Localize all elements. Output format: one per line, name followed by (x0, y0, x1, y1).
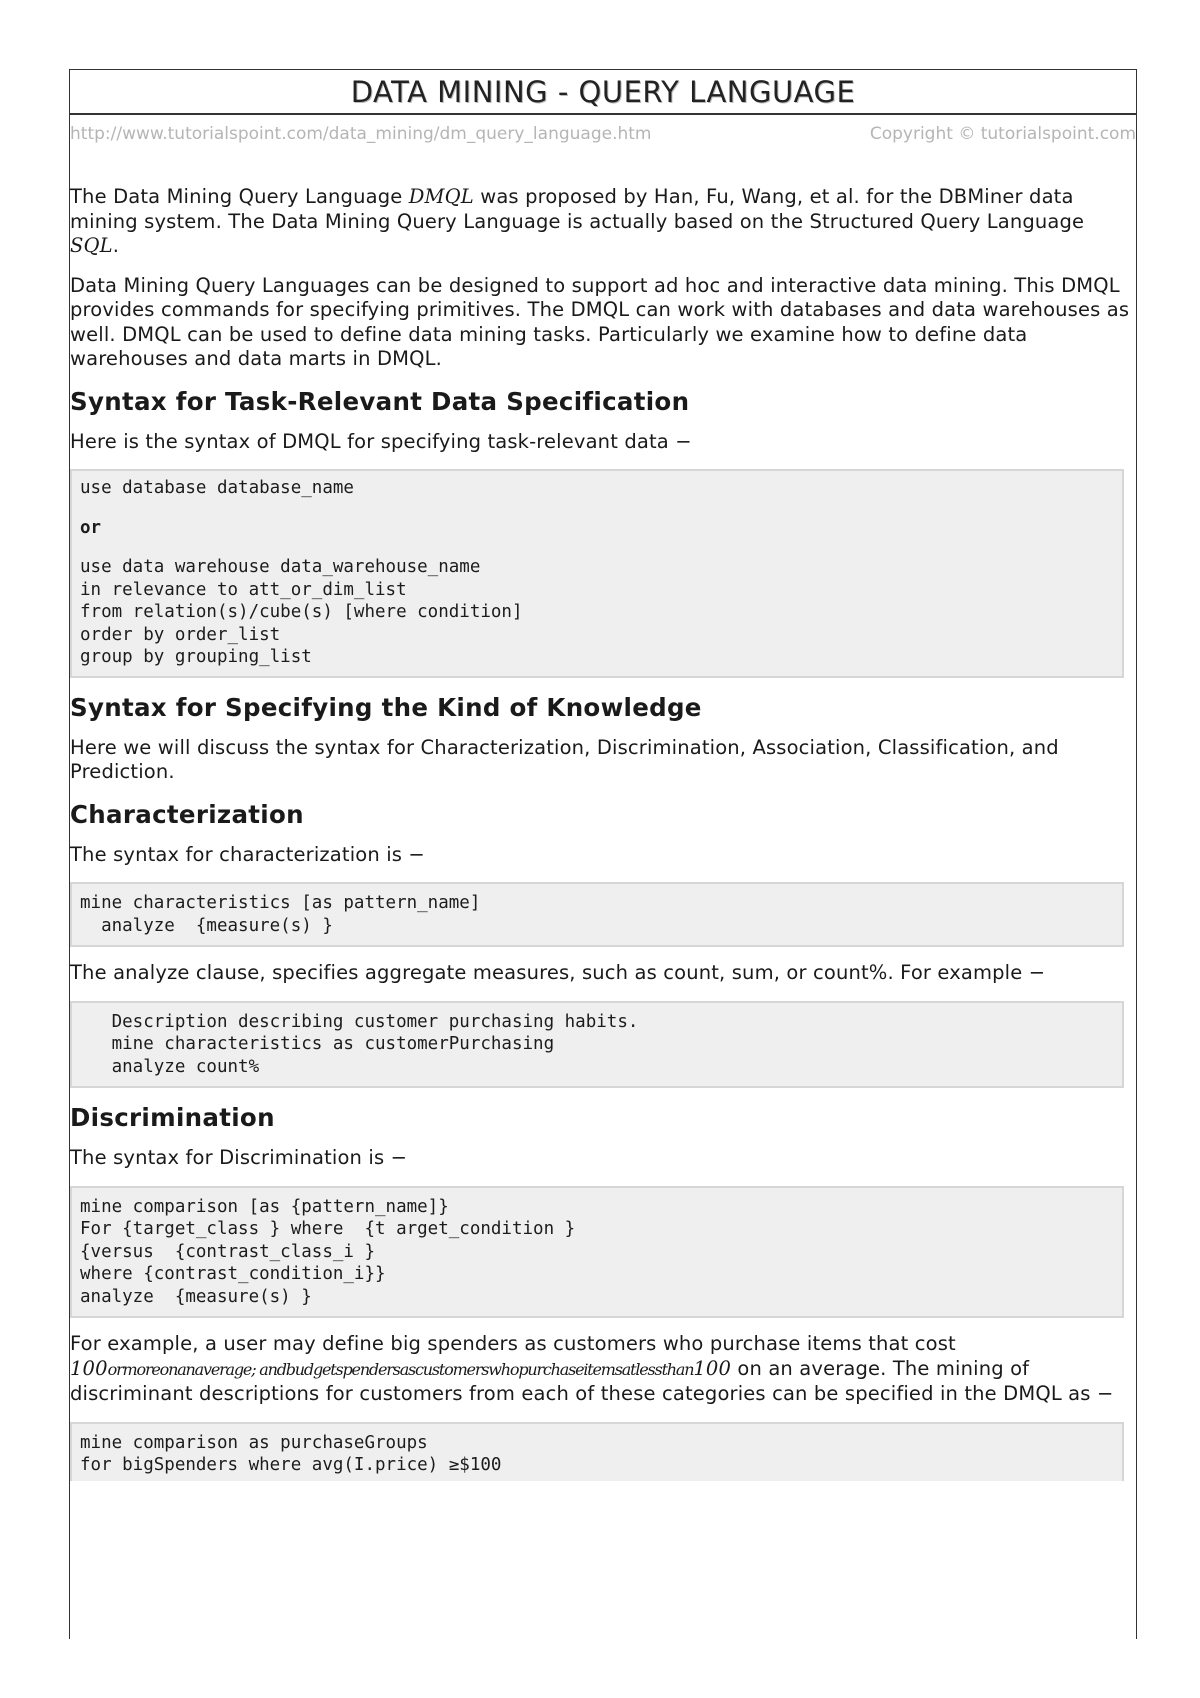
copyright-notice: Copyright © tutorialspoint.com (869, 124, 1136, 144)
heading-kind-of-knowledge: Syntax for Specifying the Kind of Knowledge (70, 692, 702, 722)
discrimination-text-2: For example, a user may define big spenders as customers who purchase items that cost 100ormoreonanaverage; andbudgetspendersascustomerswhopurchaseitemsatlessthan100 on an average. The mining of discriminant descriptions for customers from each of these categories can be specified in the DMQL as − (70, 1332, 1114, 1405)
code-line: group by grouping_list (80, 647, 312, 667)
intro-paragraph-1: The Data Mining Query Language DMQL was proposed by Han, Fu, Wang, et al. for the DBMiner data mining system. The Data Mining Query Language is actually based on the Structured Query Language SQL. (70, 185, 1085, 257)
url-row (70, 124, 1136, 144)
article-content (70, 185, 1136, 1495)
characterization-text-2: The analyze clause, specifies aggregate measures, such as count, sum, or count%. For example − (70, 961, 1046, 984)
characterization-text: The syntax for characterization is − (70, 842, 425, 866)
title-box (69, 69, 1137, 115)
heading-characterization: Characterization (70, 799, 304, 829)
intro-paragraph-2: Data Mining Query Languages can be designed to support ad hoc and interactive data mining. This DMQL provides commands for specifying primitives. The DMQL can work with databases and data warehouses as well. DMQL can be used to define data mining tasks. Particularly we examine how to define data warehouses and data marts in DMQL. (70, 273, 1130, 370)
heading-discrimination: Discrimination (70, 1103, 275, 1132)
code-line: analyze count% (80, 1056, 260, 1077)
source-url[interactable]: http://www.tutorialspoint.com/data_mining/dm_query_language.htm (70, 124, 652, 144)
code-line: Description describing customer purchasing habits. (80, 1011, 639, 1032)
code-block-characterization (70, 882, 1124, 947)
code-line: {versus {contrast_class_i } (80, 1241, 376, 1262)
code-line: analyze {measure(s) } (80, 1286, 312, 1307)
code-line: where {contrast_condition_i}} (80, 1264, 386, 1284)
code-line: use data warehouse data_warehouse_name (80, 557, 481, 577)
discrimination-text: The syntax for Discrimination is − (70, 1146, 408, 1169)
code-line: from relation(s)/cube(s) [where condition] (80, 602, 523, 622)
code-line: for bigSpenders where avg(I.price) ≥$100 (80, 1455, 502, 1475)
sql-term: SQL (70, 234, 113, 257)
code-line (80, 500, 1114, 517)
code-line: in relevance to att_or_dim_list (80, 579, 407, 600)
code-line: order by order_list (80, 624, 281, 645)
code-line (80, 539, 1114, 556)
code-line: mine comparison [as {pattern_name]} (80, 1196, 449, 1217)
code-line: For {target_class } where {t arget_condition } (80, 1219, 576, 1239)
code-line: analyze {measure(s) } (80, 915, 333, 936)
code-line: use database database_name (80, 478, 354, 498)
code-block-task-relevant (70, 469, 1124, 678)
page-title: DATA MINING - QUERY LANGUAGE (350, 74, 856, 109)
dmql-term: DMQL (408, 185, 474, 208)
code-line: mine comparison as purchaseGroups (80, 1432, 428, 1453)
code-line: or (80, 517, 102, 538)
code-line: mine characteristics [as pattern_name] (80, 893, 481, 913)
code-block-characterization-example (70, 1001, 1124, 1089)
code-block-discrimination (70, 1186, 1124, 1319)
code-block-discrimination-example (70, 1422, 1124, 1481)
code-line: mine characteristics as customerPurchasing (80, 1034, 555, 1054)
task-relevant-text: Here is the syntax of DMQL for specifying task-relevant data − (70, 429, 692, 453)
kind-of-knowledge-text: Here we will discuss the syntax for Characterization, Discrimination, Association, Classification, and Prediction. (70, 735, 1059, 783)
heading-task-relevant: Syntax for Task-Relevant Data Specification (70, 386, 690, 416)
